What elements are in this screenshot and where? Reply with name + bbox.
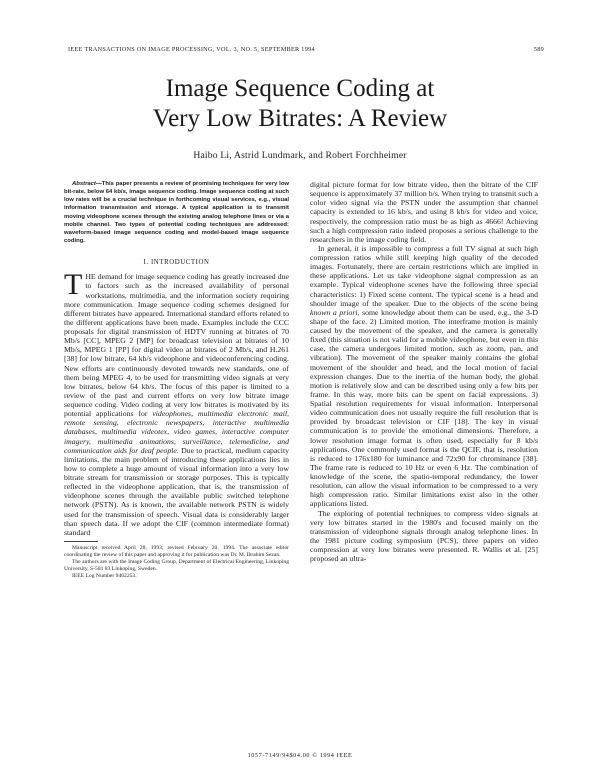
page-number: 589 (533, 46, 544, 53)
intro-applications-italic: videophones, multimedia electronic mail, remote sensing, electronic newspapers, interactive multimedia databases, multimedia videotex, video games, interactive computer imagery, multimedia animations, surveillance, telemedicine, and communication aids for deaf people. (64, 409, 289, 455)
intro-text-tail: Due to practical, medium capacity limitations, the main problem of introducing these applications lies in how to complete a huge amount of visual information into a very low bitrate stream for transmission or storage purposes. This is typically reflected in the videophone application, that is, the transmission of videophone scenes through the available public switched telephone network (PSTN). As is known, the available network PSTN is widely used for the transmission of speech. Visual data is considerably larger than speech data. If we adopt the CIF (common intermediate format) standard (64, 445, 289, 537)
abstract (64, 180, 289, 245)
copyright-footer: 1057-7149/94$04.00 © 1994 IEEE (247, 752, 353, 759)
right-paragraph-1: digital picture format for low bitrate video, then the bitrate of the CIF sequence is approximately 37 million b/s. When trying to transmit such a color video signal via the PSTN under the assumption that channel capacity is extended to 16 kb/s, and using 8 kb/s for video and voice, respectively, the compression ratio must be as high as 4666! Achieving such a high compression ratio indeed proposes a serious challenge to the researchers in the image coding field. (310, 180, 538, 244)
section-heading-introduction: I. INTRODUCTION (143, 259, 210, 267)
footnote-divider (64, 541, 98, 542)
right-paragraph-2 (310, 244, 538, 509)
paper-title (0, 74, 600, 134)
right-paragraph-2-b: some knowledge about them can be used, e.g., the 3-D shape of the face. 2) Limited motion. The interframe motion is mainly caused by the movement of the speaker, and the camera is generally fixed (this situation is not valid for a mobile videophone, but even in this case, the camera undergoes limited motion, such as zoom, pan, and vibration). The movement of the speaker mainly contains the global movement of the shoulder and head, and the local motion of facial expression changes. Due to the inertia of the human body, the global motion is relatively slow and can be described using only a few bits per frame. In this way, more bits can be spent on facial expressions. 3) Spatial resolution requirements for visual information. Interpersonal video communication does not usually require the full resolution that is provided by broadcast television or CIF [18]. The key in visual communication is to provide the emotional dimensions. Therefore, a lower resolution image format is often used, especially for 8 kb/s applications. One commonly used format is the QCIF, that is, resolution is reduced to 176x180 for luminance and 72x90 for chrominance [38]. The frame rate is reduced to 10 Hz or even 6 Hz. The combination of knowledge of the scene, the spatio-temporal redundancy, the lower resolution, can allow the visual information to be compressed to a very high compression ratio. Similar limitations exist also in the other applications listed. (310, 307, 538, 509)
right-column (310, 180, 538, 563)
right-paragraph-2-italic: known a priori, (310, 307, 360, 317)
abstract-lead: Abstract— (72, 181, 102, 187)
footnote-log-number: IEEE Log Number 9402253. (72, 572, 137, 579)
right-paragraph-3: The exploring of potential techniques to compress video signals at very low bitrates started in the 1980's and focused mainly on the transmission of videophone signals through analog telephone lines. In the 1981 picture coding symposium (PCS), three papers on video compression at very low bitrates were presented. R. Wallis et al. [25] proposed an ultra- (310, 508, 538, 564)
author-list: Haibo Li, Astrid Lundmark, and Robert Forchheimer (193, 150, 407, 161)
left-column (64, 180, 289, 580)
running-head (68, 46, 544, 56)
title-line-2: Very Low Bitrates: A Review (152, 105, 448, 132)
footnote-affiliation: The authors are with the Image Coding Group, Department of Electrical Engineering, Linkoping University, S-581 83 Linkoping, Sweden. (64, 558, 289, 572)
right-paragraph-2-a: In general, it is impossible to compress a full TV signal at such high compression ratios while still keeping high quality of the decoded images. Fortunately, there are certain restrictions which are implied in these applications. Let us take videophone signal compression as an example. Typical videophone scenes have the following three special characteristics: 1) Fixed scene content. The typical scene is a head and shoulder image of the speaker. Due to the objects of the scene being (310, 243, 538, 308)
abstract-text: This paper presents a review of promising techniques for very low bit-rate, below 64 kb/s, image sequence coding. Image sequence coding at such low rates will be a crucial technique in forthcoming visual services, e.g., visual information transmission and storage. A typical application is to transmit moving videophone scenes through the existing analog telephone lines or via a mobile channel. Two types of potential coding techniques are addressed: waveform-based image sequence coding and model-based image sequence coding. (64, 181, 289, 245)
drop-cap: T (64, 268, 83, 302)
footnote-received: Manuscript received April 28, 1993; revised February 20, 1994. The associate editor coordinating the review of this paper and approving it for publication was Dr. M. Ibrahim Sezan. (64, 544, 289, 558)
intro-paragraph-1 (64, 268, 289, 537)
journal-name: IEEE TRANSACTIONS ON IMAGE PROCESSING, VOL. 3, NO. 5, SEPTEMBER 1994 (68, 46, 315, 53)
title-line-1: Image Sequence Coding at (165, 75, 435, 102)
intro-text: HE demand for image sequence coding has greatly increased due to factors such as the increased availability of personal workstations, multimedia, and the information society requiring more communication. Image sequence coding schemes designed for different bitrates have appeared. International standard efforts related to the different applications have been made. Examples include the CCC proposals for digital transmission of HDTV running at bitrates of 70 Mb/s [CC], MPEG 2 [MP] for broadcast television at bitrates of 10 Mb/s, MPEG 1 [PP] for digital video at bitrates of 2 Mb/s, and H.261 [38] for low bitrate, 64 kb/s videophone and videoconferencing coding. New efforts are continuously devoted towards new standards, one of them being MPEG 4, to be used for transmitting video signals at very low bitrates, below 64 kb/s. The focus of this paper is limited to a review of the past and current efforts on very low bitrate image sequence coding. Video coding at very low bitrates is motivated by its potential applications for (64, 272, 289, 419)
